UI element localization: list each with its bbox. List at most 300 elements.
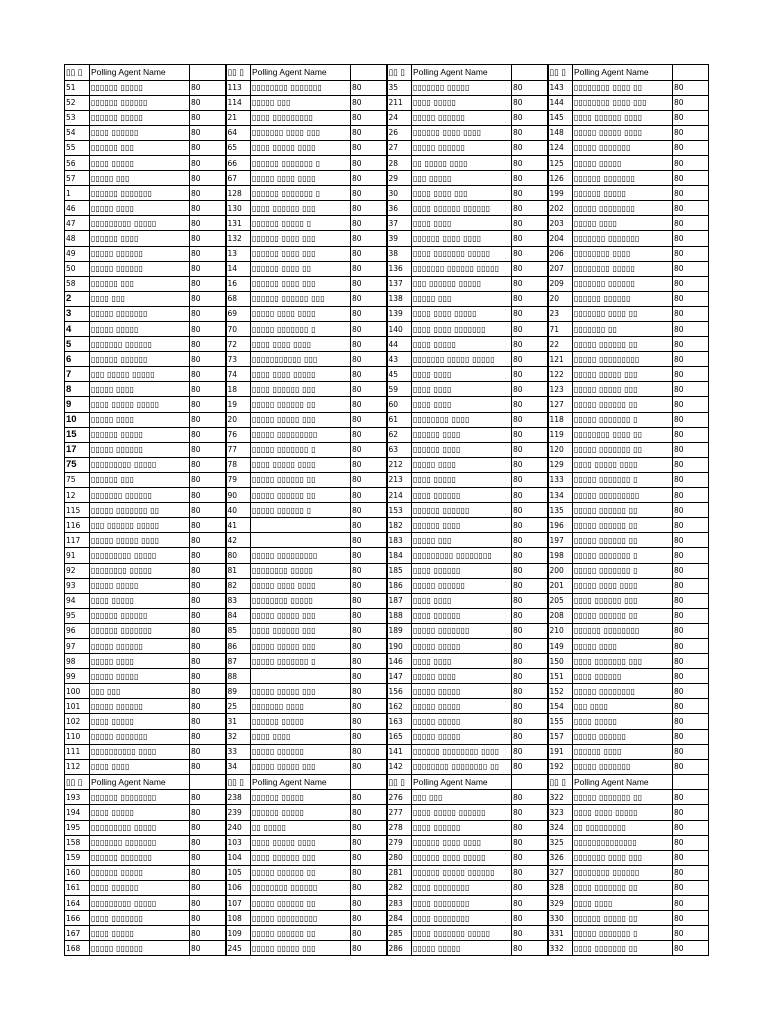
serial-cell: 91 [65, 548, 90, 563]
value-cell: 80 [190, 654, 226, 669]
serial-cell: 49 [65, 246, 90, 261]
agent-name-cell: ▯▯▯▯▯▯ ▯▯▯▯▯ [90, 110, 190, 125]
header-serial-cell: ▯▯ ▯ [226, 774, 251, 790]
serial-cell: 154 [548, 699, 573, 714]
agent-name-cell: ▯▯▯▯ ▯▯▯▯▯▯ ▯▯▯▯▯▯ [412, 201, 512, 216]
agent-name-cell: ▯▯▯▯▯ ▯▯▯▯▯▯ [412, 578, 512, 593]
value-cell: 80 [512, 563, 548, 578]
serial-cell: 58 [65, 276, 90, 291]
serial-cell: 69 [226, 306, 251, 321]
value-cell: 80 [512, 744, 548, 759]
agent-name-cell: ▯▯▯▯▯ ▯▯▯▯ [573, 638, 673, 653]
serial-cell: 329 [548, 895, 573, 910]
serial-cell: 188 [387, 608, 412, 623]
agent-name-cell: ▯▯▯▯ ▯▯▯▯▯▯▯ ▯▯ [573, 941, 673, 956]
agent-name-cell: ▯▯▯▯ ▯▯▯▯▯ ▯▯▯▯ [251, 140, 351, 155]
agent-name-cell: ▯▯▯▯▯▯▯ ▯▯▯▯▯▯▯ [90, 835, 190, 850]
value-cell: 80 [512, 488, 548, 503]
value-cell: 80 [351, 926, 387, 941]
value-cell: 80 [512, 548, 548, 563]
value-cell: 80 [351, 669, 387, 684]
serial-cell: 107 [226, 895, 251, 910]
value-cell: 80 [190, 80, 226, 95]
agent-name-cell: ▯▯▯▯▯ ▯▯▯▯▯ [90, 669, 190, 684]
serial-cell: 120 [548, 442, 573, 457]
value-cell: 80 [190, 382, 226, 397]
serial-cell: 134 [548, 488, 573, 503]
serial-cell: 14 [226, 261, 251, 276]
header-serial-cell: ▯▯ ▯ [65, 774, 90, 790]
value-cell: 80 [351, 171, 387, 186]
value-cell: 80 [512, 472, 548, 487]
serial-cell: 8 [65, 382, 90, 397]
agent-name-cell: ▯▯▯▯▯ ▯▯▯▯▯▯ ▯▯ [573, 608, 673, 623]
serial-cell: 139 [387, 306, 412, 321]
serial-cell: 324 [548, 820, 573, 835]
agent-name-cell: ▯▯▯ ▯▯▯ [90, 684, 190, 699]
table-row [65, 337, 709, 352]
value-cell: 80 [351, 352, 387, 367]
serial-cell: 245 [226, 941, 251, 956]
value-cell: 80 [351, 518, 387, 533]
serial-cell: 10 [65, 412, 90, 427]
value-cell: 80 [512, 246, 548, 261]
serial-cell: 34 [226, 759, 251, 774]
serial-cell: 84 [226, 608, 251, 623]
serial-cell: 161 [65, 880, 90, 895]
table-row [65, 231, 709, 246]
agent-name-cell: ▯▯▯▯▯▯▯▯ ▯▯▯▯▯ [573, 261, 673, 276]
serial-cell: 284 [387, 911, 412, 926]
serial-cell: 156 [387, 684, 412, 699]
value-cell: 80 [673, 941, 709, 956]
table-row [65, 911, 709, 926]
value-cell: 80 [190, 820, 226, 835]
serial-cell: 186 [387, 578, 412, 593]
agent-name-cell: ▯▯▯▯▯▯▯▯ ▯▯▯▯▯ [251, 563, 351, 578]
value-cell: 80 [351, 322, 387, 337]
serial-cell: 5 [65, 337, 90, 352]
value-cell: 80 [673, 548, 709, 563]
polling-agent-sheet [64, 64, 709, 956]
header-serial-cell: ▯▯ ▯ [387, 65, 412, 81]
agent-name-cell: ▯▯▯▯▯▯▯ ▯▯▯▯▯▯ [90, 488, 190, 503]
value-cell: 80 [351, 865, 387, 880]
agent-name-cell: ▯▯▯▯▯▯▯ ▯▯▯▯ ▯▯ [573, 306, 673, 321]
agent-name-cell: ▯▯▯▯▯▯▯ ▯▯▯▯ ▯▯▯ [573, 850, 673, 865]
serial-cell: 277 [387, 805, 412, 820]
serial-cell: 13 [226, 246, 251, 261]
value-cell: 80 [190, 95, 226, 110]
table-row [65, 382, 709, 397]
value-cell: 80 [190, 638, 226, 653]
agent-name-cell: ▯▯▯▯▯▯▯▯▯▯▯▯▯▯ [573, 835, 673, 850]
value-cell: 80 [673, 186, 709, 201]
value-cell: 80 [190, 850, 226, 865]
serial-cell: 145 [548, 110, 573, 125]
value-cell: 80 [190, 322, 226, 337]
agent-name-cell: ▯▯▯▯ ▯▯▯▯ [412, 216, 512, 231]
value-cell: 80 [190, 684, 226, 699]
header-serial-cell: ▯▯ ▯ [387, 774, 412, 790]
serial-cell: 1 [65, 186, 90, 201]
serial-cell: 124 [548, 140, 573, 155]
value-cell: 80 [512, 186, 548, 201]
serial-cell: 86 [226, 638, 251, 653]
serial-cell: 331 [548, 926, 573, 941]
value-cell: 80 [351, 246, 387, 261]
serial-cell: 75 [65, 457, 90, 472]
agent-name-cell: ▯▯▯▯▯ ▯▯▯▯▯▯ ▯▯ [573, 337, 673, 352]
agent-name-cell: ▯▯▯▯▯▯ ▯▯▯▯▯▯ [90, 608, 190, 623]
agent-name-cell: ▯▯▯▯▯▯▯ ▯▯▯▯▯▯ [573, 276, 673, 291]
serial-cell: 44 [387, 337, 412, 352]
serial-cell: 36 [387, 201, 412, 216]
value-cell: 80 [512, 911, 548, 926]
serial-cell: 327 [548, 865, 573, 880]
value-cell: 80 [190, 714, 226, 729]
value-cell: 80 [512, 850, 548, 865]
value-cell: 80 [673, 623, 709, 638]
agent-name-cell: ▯▯▯▯▯▯ ▯▯▯▯ ▯▯▯▯▯ [412, 850, 512, 865]
serial-cell: 35 [387, 80, 412, 95]
value-cell: 80 [673, 563, 709, 578]
serial-cell: 74 [226, 367, 251, 382]
value-cell: 80 [673, 790, 709, 805]
agent-name-cell: ▯▯▯▯▯▯ ▯▯▯▯▯▯ [412, 503, 512, 518]
agent-name-cell: ▯▯▯▯▯ ▯▯▯▯▯▯▯▯▯ [573, 488, 673, 503]
agent-name-cell: ▯▯▯▯▯▯ ▯▯▯▯▯ [251, 790, 351, 805]
serial-cell: 85 [226, 623, 251, 638]
serial-cell: 282 [387, 880, 412, 895]
table-row [65, 291, 709, 306]
table-row [65, 835, 709, 850]
header-serial-cell: ▯▯ ▯ [548, 774, 573, 790]
agent-name-cell: ▯▯▯▯▯▯ ▯▯▯▯▯▯▯▯ [573, 623, 673, 638]
agent-name-cell: ▯▯▯▯▯ ▯▯▯▯▯▯ ▯▯ [251, 895, 351, 910]
agent-name-cell: ▯▯▯▯▯▯ ▯▯▯▯▯ [573, 186, 673, 201]
serial-cell: 149 [548, 638, 573, 653]
value-cell: 80 [512, 427, 548, 442]
serial-cell: 7 [65, 367, 90, 382]
agent-name-cell: ▯▯▯▯ ▯▯▯▯▯▯ [573, 669, 673, 684]
value-cell: 80 [351, 608, 387, 623]
value-cell: 80 [673, 684, 709, 699]
agent-name-cell: ▯▯▯▯▯▯▯▯ ▯▯▯▯▯▯ [251, 880, 351, 895]
serial-cell: 63 [387, 442, 412, 457]
value-cell: 80 [512, 880, 548, 895]
value-cell: 80 [351, 367, 387, 382]
header-extra-cell [351, 774, 387, 790]
serial-cell: 89 [226, 684, 251, 699]
serial-cell: 112 [65, 759, 90, 774]
value-cell: 80 [512, 623, 548, 638]
serial-cell: 127 [548, 397, 573, 412]
value-cell: 80 [351, 337, 387, 352]
agent-name-cell: ▯▯▯▯▯ ▯▯▯▯▯▯▯ [90, 729, 190, 744]
value-cell: 80 [190, 186, 226, 201]
table-row [65, 457, 709, 472]
agent-name-cell: ▯▯▯▯▯ ▯▯▯▯▯▯▯ [412, 623, 512, 638]
value-cell: 80 [190, 291, 226, 306]
value-cell: 80 [351, 80, 387, 95]
agent-name-cell: ▯▯▯▯▯▯▯ ▯▯▯▯▯ [412, 80, 512, 95]
value-cell: 80 [351, 684, 387, 699]
agent-name-cell: ▯▯▯▯▯▯ ▯▯▯▯ [412, 427, 512, 442]
value-cell: 80 [351, 729, 387, 744]
agent-name-cell: ▯▯▯ ▯▯▯▯▯ ▯▯▯▯▯ [90, 367, 190, 382]
serial-cell: 121 [548, 352, 573, 367]
value-cell: 80 [512, 835, 548, 850]
serial-cell: 191 [548, 744, 573, 759]
agent-name-cell: ▯▯▯▯ ▯▯▯▯ [412, 397, 512, 412]
agent-name-cell: ▯▯ ▯▯▯▯▯ [251, 820, 351, 835]
serial-cell: 16 [226, 276, 251, 291]
value-cell: 80 [190, 261, 226, 276]
serial-cell: 115 [65, 503, 90, 518]
serial-cell: 111 [65, 744, 90, 759]
value-cell: 80 [190, 276, 226, 291]
table-row [65, 578, 709, 593]
value-cell: 80 [673, 231, 709, 246]
serial-cell: 72 [226, 337, 251, 352]
agent-name-cell: ▯▯▯▯▯▯▯ ▯▯▯▯ [251, 699, 351, 714]
serial-cell: 206 [548, 246, 573, 261]
serial-cell: 128 [226, 186, 251, 201]
serial-cell: 92 [65, 563, 90, 578]
agent-name-cell: ▯▯▯▯▯ ▯▯▯▯▯▯▯ ▯▯ [573, 790, 673, 805]
serial-cell: 81 [226, 563, 251, 578]
table-row [65, 171, 709, 186]
value-cell: 80 [190, 140, 226, 155]
table-row [65, 472, 709, 487]
value-cell: 80 [512, 926, 548, 941]
serial-cell: 239 [226, 805, 251, 820]
serial-cell: 286 [387, 941, 412, 956]
agent-name-cell: ▯▯▯▯▯▯ ▯▯▯▯ ▯▯ [251, 261, 351, 276]
serial-cell: 117 [65, 533, 90, 548]
table-row [65, 276, 709, 291]
serial-cell: 87 [226, 654, 251, 669]
value-cell: 80 [512, 684, 548, 699]
serial-cell: 3 [65, 306, 90, 321]
agent-name-cell: ▯▯▯▯▯ ▯▯▯▯▯▯ ▯▯ [251, 865, 351, 880]
value-cell: 80 [673, 367, 709, 382]
agent-name-cell: ▯▯▯▯ ▯▯▯▯▯▯▯ [90, 911, 190, 926]
serial-cell: 153 [387, 503, 412, 518]
agent-name-cell: ▯▯▯▯▯ ▯▯▯▯▯▯ ▯▯ [251, 472, 351, 487]
value-cell: 80 [190, 593, 226, 608]
agent-name-cell: ▯▯▯▯▯▯ ▯▯▯▯▯▯ ▯▯▯ [251, 291, 351, 306]
agent-name-cell: ▯▯▯ ▯▯▯ [412, 790, 512, 805]
value-cell: 80 [351, 820, 387, 835]
value-cell: 80 [351, 759, 387, 774]
value-cell: 80 [351, 231, 387, 246]
serial-cell: 52 [65, 95, 90, 110]
value-cell: 80 [190, 880, 226, 895]
table-row [65, 155, 709, 170]
agent-name-cell: ▯▯▯▯ ▯▯▯ [90, 291, 190, 306]
serial-cell: 203 [548, 216, 573, 231]
serial-cell: 24 [387, 110, 412, 125]
value-cell: 80 [673, 246, 709, 261]
value-cell: 80 [351, 654, 387, 669]
value-cell: 80 [512, 352, 548, 367]
serial-cell: 166 [65, 911, 90, 926]
table-row [65, 563, 709, 578]
agent-name-cell: ▯▯▯▯ ▯▯▯▯▯ [90, 155, 190, 170]
value-cell: 80 [512, 442, 548, 457]
header-name-cell: Polling Agent Name [412, 65, 512, 81]
table-row [65, 201, 709, 216]
serial-cell: 150 [548, 654, 573, 669]
serial-cell: 322 [548, 790, 573, 805]
agent-name-cell: ▯▯▯▯▯ ▯▯▯▯▯ ▯▯▯ [573, 382, 673, 397]
agent-name-cell: ▯▯▯▯ ▯▯▯▯▯▯▯▯ [412, 880, 512, 895]
value-cell: 80 [512, 291, 548, 306]
serial-cell: 19 [226, 397, 251, 412]
value-cell: 80 [512, 503, 548, 518]
agent-name-cell: ▯▯▯▯ ▯▯▯▯▯ ▯▯▯▯ [573, 457, 673, 472]
serial-cell: 198 [548, 548, 573, 563]
value-cell: 80 [351, 578, 387, 593]
serial-cell: 59 [387, 382, 412, 397]
serial-cell: 6 [65, 352, 90, 367]
agent-name-cell: ▯▯▯▯ ▯▯▯▯▯ ▯▯▯▯ [251, 457, 351, 472]
value-cell: 80 [673, 457, 709, 472]
table-row [65, 548, 709, 563]
value-cell: 80 [673, 472, 709, 487]
value-cell: 80 [190, 216, 226, 231]
value-cell: 80 [673, 759, 709, 774]
value-cell: 80 [351, 488, 387, 503]
agent-name-cell: ▯▯▯▯ ▯▯▯▯ ▯▯▯▯▯ [251, 367, 351, 382]
serial-cell: 184 [387, 548, 412, 563]
agent-name-cell: ▯▯▯▯▯ ▯▯▯▯▯▯▯ [573, 759, 673, 774]
agent-name-cell: ▯▯▯▯▯ ▯▯▯▯▯▯ [90, 442, 190, 457]
serial-cell: 189 [387, 623, 412, 638]
value-cell: 80 [512, 457, 548, 472]
agent-name-cell: ▯▯ ▯▯▯▯▯ ▯▯▯▯ [412, 155, 512, 170]
header-extra-cell [351, 65, 387, 81]
serial-cell: 90 [226, 488, 251, 503]
serial-cell: 43 [387, 352, 412, 367]
serial-cell: 200 [548, 563, 573, 578]
agent-name-cell: ▯▯▯▯▯ ▯▯▯▯▯▯ [412, 140, 512, 155]
value-cell: 80 [351, 548, 387, 563]
value-cell: 80 [673, 926, 709, 941]
agent-name-cell: ▯▯▯▯▯ ▯▯▯▯▯▯▯ ▯ [573, 548, 673, 563]
agent-name-cell: ▯▯▯▯▯ ▯▯▯▯▯▯▯ ▯ [573, 472, 673, 487]
value-cell: 80 [512, 322, 548, 337]
agent-name-cell: ▯▯▯▯▯▯ ▯▯▯▯▯ [251, 714, 351, 729]
agent-name-cell: ▯▯▯▯▯ ▯▯▯▯▯▯ ▯ [251, 503, 351, 518]
header-row [65, 774, 709, 790]
value-cell: 80 [351, 835, 387, 850]
value-cell: 80 [190, 457, 226, 472]
header-name-cell: Polling Agent Name [573, 774, 673, 790]
serial-cell: 98 [65, 654, 90, 669]
agent-name-cell: ▯▯▯▯ ▯▯▯▯▯▯ ▯▯▯▯ [573, 110, 673, 125]
agent-name-cell: ▯▯▯▯▯▯ ▯▯▯▯ ▯▯▯▯ [412, 835, 512, 850]
serial-cell: 71 [548, 322, 573, 337]
agent-name-cell: ▯▯▯▯ ▯▯▯▯▯▯ [412, 488, 512, 503]
agent-name-cell: ▯▯▯▯ ▯▯▯▯ [412, 382, 512, 397]
value-cell: 80 [512, 412, 548, 427]
agent-name-cell: ▯▯▯▯ ▯▯▯▯▯▯▯ ▯▯▯▯▯ [412, 246, 512, 261]
agent-name-cell: ▯▯▯▯▯ ▯▯▯▯▯ [412, 941, 512, 956]
agent-name-cell: ▯▯▯▯▯▯▯▯ ▯▯▯▯ ▯▯ [573, 80, 673, 95]
table-row [65, 397, 709, 412]
table-row [65, 186, 709, 201]
table-row [65, 352, 709, 367]
serial-cell: 83 [226, 593, 251, 608]
value-cell: 80 [351, 216, 387, 231]
value-cell: 80 [512, 397, 548, 412]
value-cell: 80 [512, 578, 548, 593]
header-serial-cell: ▯▯ ▯ [226, 65, 251, 81]
serial-cell: 328 [548, 880, 573, 895]
table-row [65, 820, 709, 835]
value-cell: 80 [190, 926, 226, 941]
sheet-body [65, 65, 709, 956]
agent-name-cell: ▯▯▯▯▯ ▯▯▯▯▯▯▯ ▯ [573, 563, 673, 578]
value-cell: 80 [351, 503, 387, 518]
value-cell: 80 [351, 533, 387, 548]
agent-name-cell: ▯▯▯▯ ▯▯▯▯▯ ▯▯▯▯ [251, 835, 351, 850]
value-cell: 80 [190, 865, 226, 880]
serial-cell: 148 [548, 125, 573, 140]
agent-name-cell: ▯▯▯▯ ▯▯▯▯▯▯ ▯▯▯ [251, 382, 351, 397]
agent-name-cell: ▯▯▯▯▯▯▯▯▯ ▯▯▯▯▯ [90, 548, 190, 563]
serial-cell: 57 [65, 171, 90, 186]
agent-name-cell: ▯▯▯▯▯ ▯▯▯▯ [90, 201, 190, 216]
serial-cell: 210 [548, 623, 573, 638]
serial-cell: 65 [226, 140, 251, 155]
serial-cell: 141 [387, 744, 412, 759]
table-row [65, 790, 709, 805]
value-cell: 80 [673, 352, 709, 367]
serial-cell: 132 [226, 231, 251, 246]
serial-cell: 160 [65, 865, 90, 880]
agent-name-cell: ▯▯▯▯▯▯▯ ▯▯ [573, 322, 673, 337]
agent-name-cell: ▯▯▯▯▯▯ ▯▯▯▯ ▯▯▯ [251, 276, 351, 291]
serial-cell: 194 [65, 805, 90, 820]
agent-name-cell: ▯▯▯▯▯ ▯▯▯▯ ▯▯▯▯ [251, 578, 351, 593]
value-cell: 80 [673, 276, 709, 291]
value-cell: 80 [351, 276, 387, 291]
value-cell: 80 [190, 171, 226, 186]
serial-cell: 158 [65, 835, 90, 850]
agent-name-cell: ▯▯▯▯ ▯▯▯▯ [90, 759, 190, 774]
agent-name-cell: ▯▯▯▯ ▯▯▯▯ ▯▯▯ [412, 186, 512, 201]
agent-name-cell: ▯▯▯▯▯ ▯▯▯ [251, 95, 351, 110]
value-cell: 80 [673, 654, 709, 669]
value-cell: 80 [512, 306, 548, 321]
value-cell: 80 [190, 669, 226, 684]
value-cell: 80 [351, 472, 387, 487]
serial-cell: 4 [65, 322, 90, 337]
serial-cell: 205 [548, 593, 573, 608]
agent-name-cell: ▯▯▯▯▯ ▯▯▯▯▯ ▯▯▯ [251, 608, 351, 623]
value-cell: 80 [673, 125, 709, 140]
table-row [65, 125, 709, 140]
serial-cell: 104 [226, 850, 251, 865]
serial-cell: 133 [548, 472, 573, 487]
table-row [65, 623, 709, 638]
serial-cell: 212 [387, 457, 412, 472]
agent-name-cell: ▯▯▯▯▯▯ ▯▯▯▯ [412, 442, 512, 457]
